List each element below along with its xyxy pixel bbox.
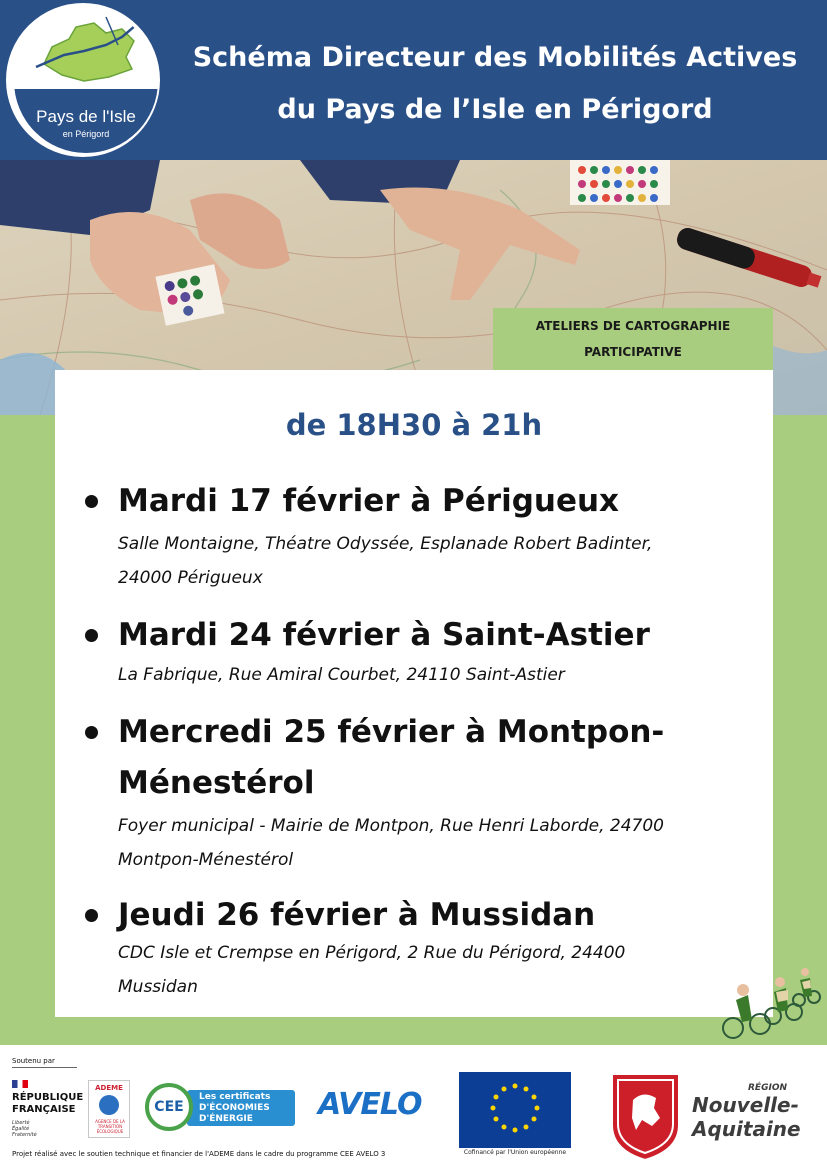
supported-by-label: Soutenu par bbox=[12, 1057, 55, 1065]
pays-de-lisle-logo bbox=[3, 0, 163, 160]
event-address-line: Montpon-Ménestérol bbox=[118, 850, 294, 870]
cee-line-1: Les certificats bbox=[199, 1092, 271, 1102]
region-name-line-1: Nouvelle- bbox=[692, 1093, 799, 1117]
region-name-line-2: Aquitaine bbox=[692, 1117, 801, 1141]
event-address-line: Salle Montaigne, Théatre Odyssée, Esplanade Robert Badinter, bbox=[118, 534, 653, 554]
region-label: RÉGION bbox=[748, 1083, 787, 1093]
cee-banner bbox=[187, 1090, 295, 1126]
eu-flag-icon bbox=[459, 1072, 571, 1148]
logo-name: Pays de l'Isle bbox=[36, 107, 136, 126]
time-range: de 18H30 à 21h bbox=[285, 408, 543, 442]
cee-logo bbox=[145, 1080, 295, 1135]
event-address-line: Foyer municipal - Mairie de Montpon, Rue Henri Laborde, 24700 bbox=[118, 816, 664, 836]
workshop-label-line-2: PARTICIPATIVE bbox=[584, 345, 682, 359]
ademe-logo bbox=[88, 1080, 130, 1138]
cee-line-2: D'ÉCONOMIES bbox=[199, 1103, 270, 1113]
event-title: Jeudi 26 février à Mussidan bbox=[118, 897, 596, 933]
rf-line-1: RÉPUBLIQUE bbox=[12, 1092, 84, 1103]
event-title: Ménestérol bbox=[118, 765, 315, 801]
title-line-1: Schéma Directeur des Mobilités Actives bbox=[192, 42, 798, 73]
event-address-line: Mussidan bbox=[118, 977, 198, 997]
page-title bbox=[170, 32, 820, 136]
bullet-icon bbox=[85, 726, 98, 739]
header-banner bbox=[0, 0, 827, 160]
schedule-card bbox=[55, 370, 773, 1017]
event-title: Mardi 17 février à Périgueux bbox=[118, 483, 620, 519]
cee-badge: CEE bbox=[145, 1083, 193, 1131]
nouvelle-aquitaine-shield-icon bbox=[608, 1070, 683, 1163]
rf-line-2: FRANÇAISE bbox=[12, 1104, 76, 1115]
event-address-line: CDC Isle et Crempse en Périgord, 2 Rue du Périgord, 24400 bbox=[118, 943, 626, 963]
avelo-logo: AVELO bbox=[318, 1087, 422, 1122]
map-outline-icon bbox=[14, 9, 158, 89]
ademe-subtitle: AGENCE DE LA TRANSITION ÉCOLOGIQUE bbox=[95, 1119, 125, 1134]
logo-subtitle: en Périgord bbox=[62, 129, 110, 139]
cee-line-3: D'ÉNERGIE bbox=[199, 1114, 253, 1124]
bullet-icon bbox=[85, 629, 98, 642]
republique-francaise-logo bbox=[12, 1080, 82, 1140]
project-credit: Projet réalisé avec le soutien technique et financier de l'ADEME dans le cadre du programme CEE AVELO 3 bbox=[12, 1150, 386, 1158]
rf-motto-2: Égalité bbox=[12, 1126, 30, 1132]
event-address-line: La Fabrique, Rue Amiral Courbet, 24110 Saint-Astier bbox=[118, 665, 565, 685]
title-line-2: du Pays de l’Isle en Périgord bbox=[277, 94, 713, 125]
bullet-icon bbox=[85, 495, 98, 508]
ademe-label: ADEME bbox=[95, 1084, 123, 1092]
bullet-icon bbox=[85, 909, 98, 922]
globe-icon bbox=[99, 1095, 119, 1115]
divider bbox=[12, 1067, 77, 1068]
workshop-label-line-1: ATELIERS DE CARTOGRAPHIE bbox=[535, 319, 731, 333]
eu-cofinanced-label: Cofinancé par l'Union européenne bbox=[463, 1149, 567, 1156]
workshop-label bbox=[493, 308, 773, 370]
event-address-line: 24000 Périgueux bbox=[118, 568, 263, 588]
event-title: Mardi 24 février à Saint-Astier bbox=[118, 617, 650, 653]
event-title: Mercredi 25 février à Montpon- bbox=[118, 714, 665, 750]
rf-motto-1: Liberté bbox=[12, 1120, 30, 1126]
rf-motto-3: Fraternité bbox=[12, 1132, 37, 1138]
cyclists-illustration bbox=[716, 950, 826, 1045]
french-flag-icon bbox=[12, 1080, 28, 1088]
nouvelle-aquitaine-label bbox=[692, 1083, 822, 1141]
footer bbox=[0, 1045, 827, 1169]
